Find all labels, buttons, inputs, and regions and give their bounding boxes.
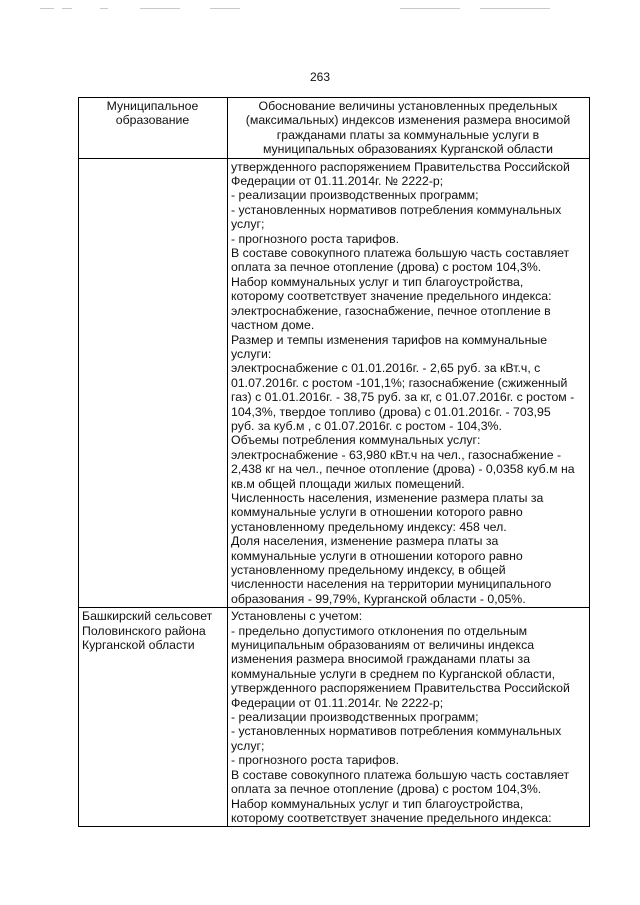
municipality-cell (79, 608, 228, 827)
header-justification (228, 98, 590, 159)
header-line: образование (115, 113, 190, 128)
text-line: 01.07.2016г. с ростом -101,1%; газоснабжение (сжиженный (231, 375, 568, 390)
table-row (79, 608, 590, 827)
text-line: - установленных нормативов потребления коммунальных (231, 724, 562, 739)
text-line: Федерации от 01.11.2014г. № 2222-р; (231, 695, 444, 710)
text-line: газ) с 01.01.2016г. - 38,75 руб. за кг, с 01.07.2016г. с ростом - (231, 390, 575, 405)
header-line: Муниципальное (106, 99, 199, 113)
text-line: услуг; (231, 217, 265, 232)
text-line: - реализации производственных программ; (231, 710, 479, 725)
header-line: Обоснование величины установленных предельных (258, 99, 558, 113)
text-line: оплата за печное отопление (дрова) с ростом 104,3%. (231, 260, 542, 275)
justification-cell (228, 608, 590, 827)
text-line: коммунальные услуги в отношении которого равно (231, 548, 523, 563)
text-line: 2,438 кг на чел., печное отопление (дрова) - 0,0358 куб.м на (231, 462, 575, 477)
text-line: - прогнозного роста тарифов. (231, 753, 400, 768)
text-line: - предельно допустимого отклонения по отдельным (231, 623, 528, 638)
text-line: численности населения на территории муниципального (231, 577, 552, 592)
text-line: Установлены с учетом: (231, 609, 363, 624)
text-line: муниципальным образованиям от величины индекса (231, 638, 535, 653)
text-line: которому соответствует значение предельного индекса: (231, 289, 552, 304)
text-line: коммунальные услуги в отношении которого равно (231, 505, 523, 520)
table-header-row (79, 98, 590, 159)
text-line: 104,3%, твердое топливо (дрова) с 01.01.2016г. - 703,95 (231, 404, 551, 419)
text-line: - реализации производственных программ; (231, 188, 479, 203)
table-row (79, 158, 590, 608)
text-line: электроснабжение с 01.01.2016г. - 2,65 руб. за кВт.ч, с (231, 361, 541, 376)
text-line: кв.м общей площади жилых помещений. (231, 476, 465, 491)
text-line: установленному предельному индексу: 458 чел. (231, 519, 507, 534)
text-line: электроснабжение, газоснабжение, печное отопление в (231, 303, 551, 318)
text-line: частном доме. (231, 318, 315, 333)
text-line: Федерации от 01.11.2014г. № 2222-р; (231, 174, 444, 189)
justification-cell (228, 158, 590, 608)
text-line: - установленных нормативов потребления коммунальных (231, 202, 562, 217)
scan-artifact-marks (40, 8, 600, 12)
text-line: оплата за печное отопление (дрова) с ростом 104,3%. (231, 782, 542, 797)
text-line: услуги: (231, 346, 272, 361)
text-line: руб. за куб.м , с 01.07.2016г. с ростом - 104,3%. (231, 418, 502, 433)
text-line: - прогнозного роста тарифов. (231, 231, 400, 246)
text-line: Численность населения, изменение размера платы за (231, 490, 544, 505)
header-municipality (79, 98, 228, 159)
page-number: 263 (309, 70, 331, 84)
text-line: Объемы потребления коммунальных услуг: (231, 433, 481, 448)
text-line: Набор коммунальных услуг и тип благоустройства, (231, 274, 524, 289)
text-line: электроснабжение - 63,980 кВт.ч на чел., газоснабжение - (231, 447, 562, 462)
text-line: Размер и темпы изменения тарифов на коммунальные (231, 332, 548, 347)
text-line: В составе совокупного платежа большую часть составляет (231, 246, 570, 261)
municipality-line: Курганской области (82, 638, 195, 653)
municipality-cell (79, 158, 228, 608)
text-line: коммунальные услуги в среднем по Курганской области, (231, 666, 556, 681)
header-line: муниципальных образованиях Курганской области (262, 142, 554, 157)
municipality-line: Половинского района (82, 623, 206, 638)
text-line: утвержденного распоряжением Правительства Российской (231, 159, 570, 174)
text-line: Набор коммунальных услуг и тип благоустройства, (231, 796, 524, 811)
header-line: гражданами платы за коммунальные услуги в (276, 127, 540, 142)
text-line: установленному предельному индексу, в общей (231, 563, 506, 577)
text-line: Доля населения, изменение размера платы за (231, 534, 499, 549)
text-line: утвержденного распоряжением Правительства Российской (231, 681, 570, 696)
text-line: изменения размера вносимой гражданами платы за (231, 652, 531, 667)
text-line: В составе совокупного платежа большую часть составляет (231, 767, 570, 782)
header-line: (максимальных) индексов изменения размера вносимой (245, 113, 571, 128)
justification-table (78, 97, 590, 827)
text-line: услуг; (231, 738, 265, 753)
text-line: образования - 99,79%, Курганской области - 0,05%. (231, 591, 526, 606)
text-line: которому соответствует значение предельного индекса: (231, 810, 552, 825)
municipality-line: Башкирский сельсовет (82, 609, 213, 624)
